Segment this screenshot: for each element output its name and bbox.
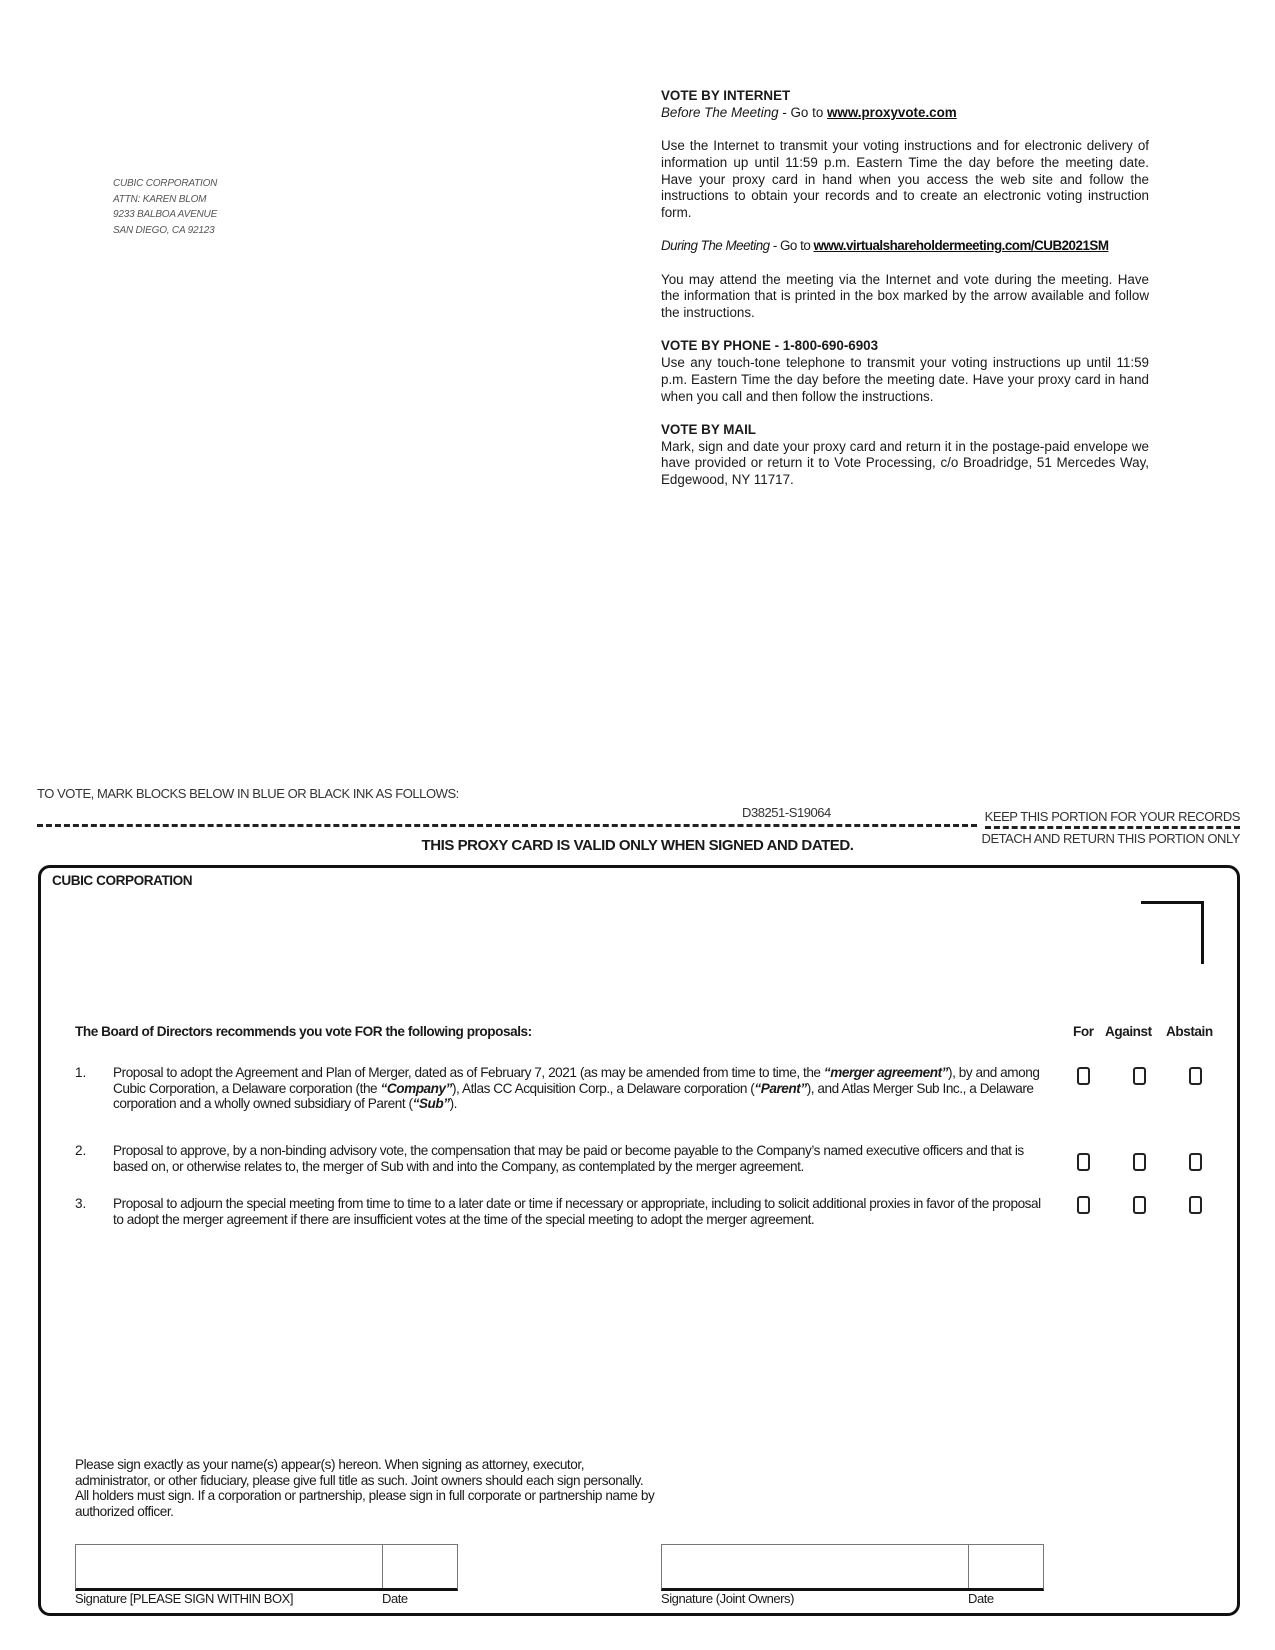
address-line: ATTN: KAREN BLOM [113, 193, 207, 205]
address-line: CUBIC CORPORATION [113, 178, 218, 189]
goto-text: - Go to [778, 104, 827, 120]
signature-box[interactable] [75, 1544, 458, 1591]
column-abstain: Abstain [1166, 1024, 1213, 1039]
proposal-1-against-checkbox[interactable] [1133, 1067, 1146, 1085]
to-vote-instruction: TO VOTE, MARK BLOCKS BELOW IN BLUE OR BLACK INK AS FOLLOWS: [37, 786, 459, 801]
detach-return-label: DETACH AND RETURN THIS PORTION ONLY [981, 831, 1240, 846]
return-address [113, 176, 217, 238]
proposal-1-abstain-checkbox[interactable] [1189, 1067, 1202, 1085]
vote-mail-heading: VOTE BY MAIL [661, 421, 756, 437]
company-name: CUBIC CORPORATION [52, 873, 193, 888]
date-divider [968, 1545, 969, 1588]
proposal-3-abstain-checkbox[interactable] [1189, 1196, 1202, 1214]
date-divider [382, 1545, 383, 1588]
date-label: Date [382, 1591, 408, 1606]
proposal-1-text: Proposal to adopt the Agreement and Plan of Merger, dated as of February 7, 2021 (as may be amended from time to time, the “merger agreement”), by and among Cubic Corporation, a Delaware corporation (the “Company”), Atlas CC Acquisition Corp., a Delaware corporation (“Parent”), and Atlas Merger Sub Inc., a Delaware corporation and a wholly owned subsidiary of Parent (“Sub”). [113, 1065, 1040, 1112]
proposal-3-for-checkbox[interactable] [1077, 1196, 1090, 1214]
before-meeting-label: Before The Meeting [661, 104, 779, 120]
joint-signature-box[interactable] [661, 1544, 1044, 1591]
proposal-2-abstain-checkbox[interactable] [1189, 1153, 1202, 1171]
internet-text: Use the Internet to transmit your voting instructions and for electronic delivery of information up until 11:59 p.m. Eastern Time the day before the meeting date. Have your proxy card in hand when you access the web site and follow the instructions to obtain your records and to create an electronic voting instruction form. [661, 138, 1149, 220]
voting-instructions [661, 88, 1149, 505]
keep-portion-label: KEEP THIS PORTION FOR YOUR RECORDS [985, 809, 1240, 829]
proposal-number: 1. [75, 1065, 87, 1080]
signing-instructions: Please sign exactly as your name(s) appear(s) hereon. When signing as attorney, executor, administrator, or other fiduciary, please give full title as such. Joint owners should each sign personally. All holders must sign. If a corporation or partnership, please sign in full corporate or partnership name by authorized officer. [75, 1457, 655, 1519]
board-recommendation: The Board of Directors recommends you vote FOR the following proposals: [75, 1024, 532, 1039]
proposal-3-text: Proposal to adjourn the special meeting from time to time to a later date or time if necessary or appropriate, including to solicit additional proxies in favor of the proposal to adopt the merger agreement if there are insufficient votes at the time of the special meeting to adopt the merger agreement. [113, 1196, 1041, 1227]
column-against: Against [1105, 1024, 1152, 1039]
address-line: 9233 BALBOA AVENUE [113, 209, 218, 221]
signature-label: Signature [PLEASE SIGN WITHIN BOX] [75, 1591, 294, 1606]
virtual-meeting-link[interactable]: www.virtualshareholdermeeting.com/CUB2021SM [813, 238, 1109, 254]
valid-notice [0, 837, 1275, 854]
control-code: D38251-S19064 [742, 805, 831, 820]
phone-text: Use any touch-tone telephone to transmit your voting instructions up until 11:59 p.m. Eastern Time the day before the meeting date. Have your proxy card in hand when you call and then follow the instructions. [661, 355, 1149, 404]
joint-date-label: Date [968, 1591, 994, 1606]
goto-text: - Go to [769, 238, 814, 254]
valid-notice-text: THIS PROXY CARD IS VALID ONLY WHEN SIGNED AND DATED. [421, 837, 854, 854]
proposal-2-against-checkbox[interactable] [1133, 1153, 1146, 1171]
proposal-2-text: Proposal to approve, by a non-binding advisory vote, the compensation that may be paid or become payable to the Company’s named executive officers and that is based on, or otherwise relates to, the merger of Sub with and into the Company, as contemplated by the merger agreement. [113, 1143, 1024, 1174]
proposal-3-against-checkbox[interactable] [1133, 1196, 1146, 1214]
proxyvote-link[interactable]: www.proxyvote.com [826, 104, 957, 120]
joint-signature-label: Signature (Joint Owners) [661, 1591, 794, 1606]
arrow-box-corner-mark [1141, 901, 1204, 964]
detach-line [37, 824, 977, 827]
proposal-number: 2. [75, 1143, 87, 1158]
mail-text: Mark, sign and date your proxy card and return it in the postage-paid envelope we have provided or return it to Vote Processing, c/o Broadridge, 51 Mercedes Way, Edgewood, NY 11717. [661, 438, 1149, 488]
during-text: You may attend the meeting via the Internet and vote during the meeting. Have the information that is printed in the box marked by the arrow available and follow the instructions. [661, 271, 1149, 321]
proposal-1-for-checkbox[interactable] [1077, 1067, 1090, 1085]
during-meeting-label: During The Meeting [661, 238, 770, 254]
vote-internet-heading: VOTE BY INTERNET [661, 88, 791, 103]
proposal-number: 3. [75, 1196, 87, 1211]
vote-phone-heading: VOTE BY PHONE - 1-800-690-6903 [661, 338, 879, 354]
address-line: SAN DIEGO, CA 92123 [113, 224, 215, 236]
column-for: For [1073, 1024, 1094, 1039]
proposal-2-for-checkbox[interactable] [1077, 1153, 1090, 1171]
